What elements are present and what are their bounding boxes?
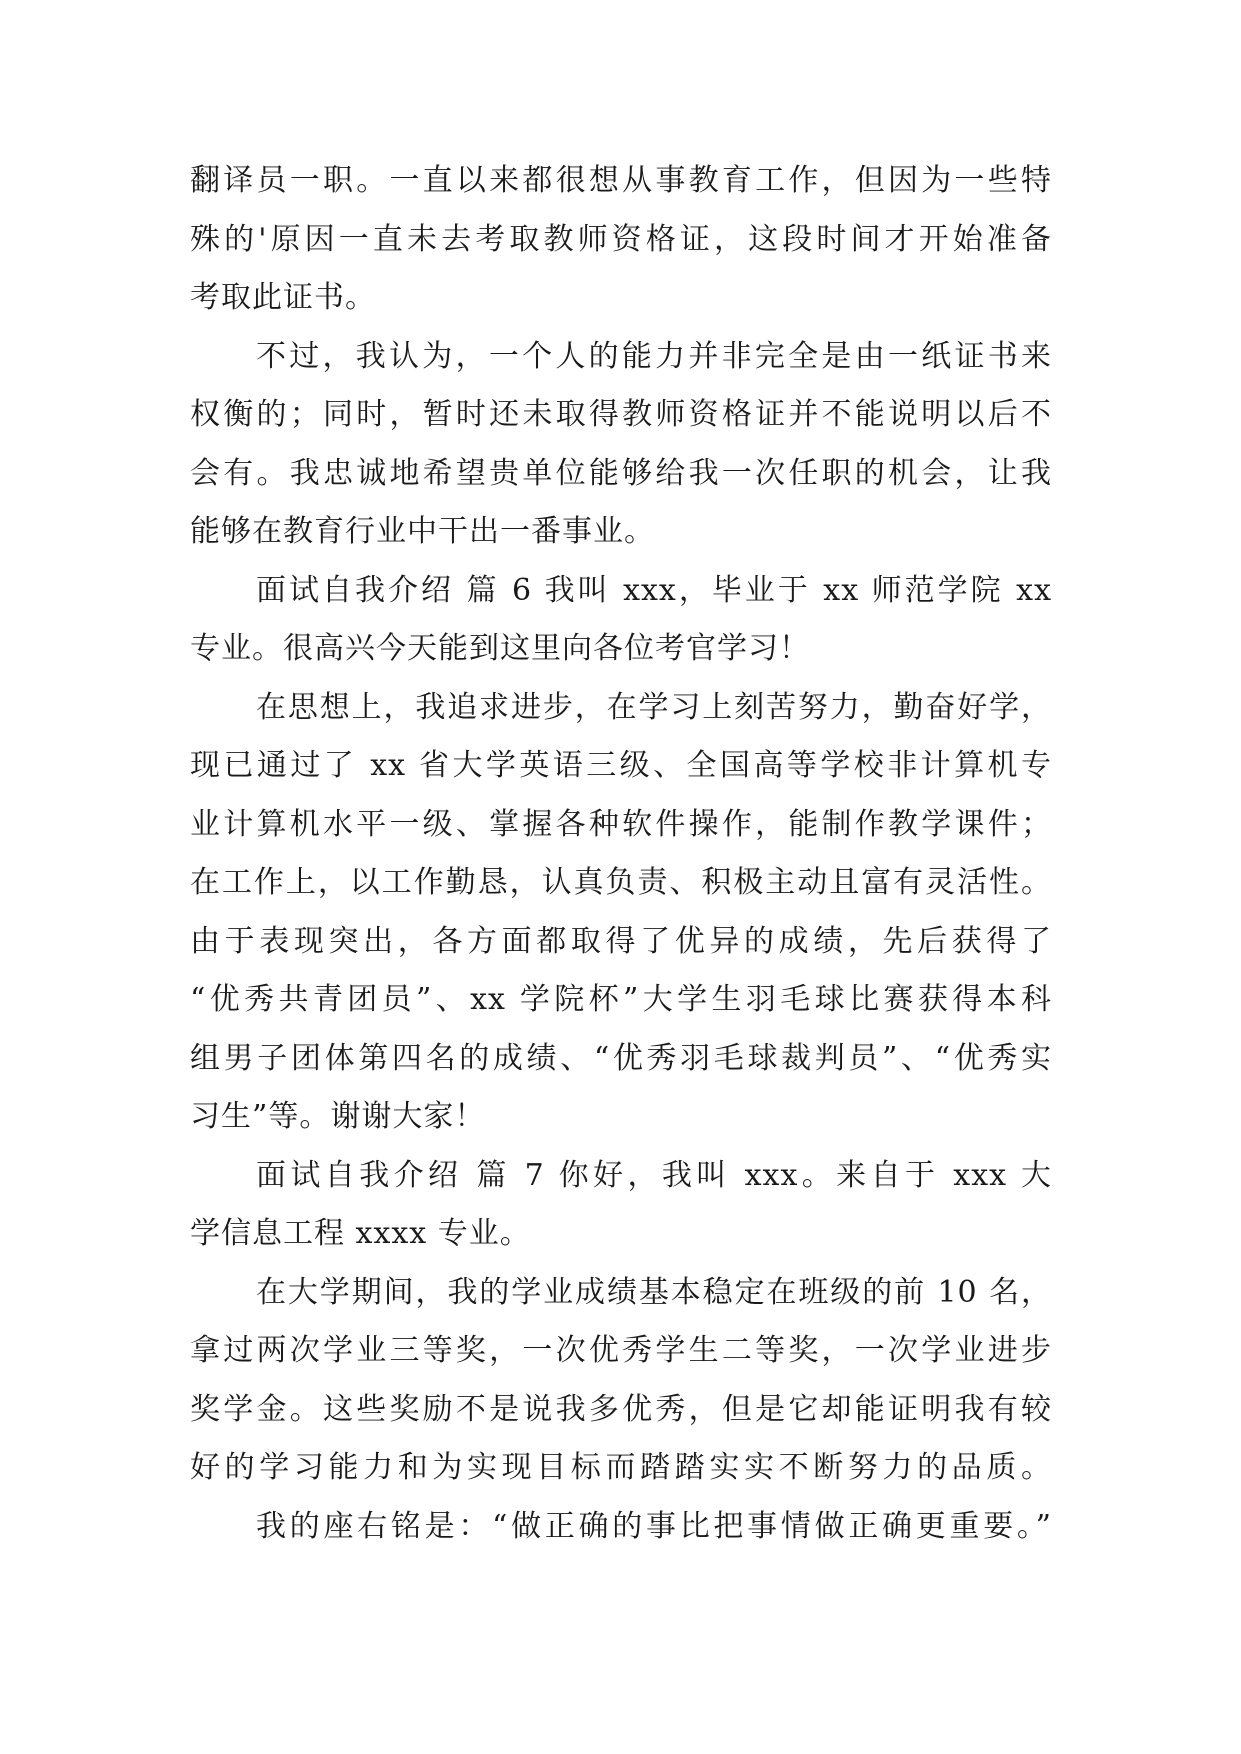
text-line: 权衡的；同时，暂时还未取得教师资格证并不能说明以后不 bbox=[190, 397, 1052, 432]
text-line: 会有。我忠诚地希望贵单位能够给我一次任职的机会，让我 bbox=[190, 455, 1052, 491]
text-line: 不过，我认为，一个人的能力并非完全是由一纸证书来 bbox=[256, 338, 1052, 374]
text-line: 奖学金。这些奖励不是说我多优秀，但是它却能证明我有较 bbox=[190, 1391, 1052, 1427]
document-body bbox=[190, 152, 1052, 1556]
text-line: 习生”等。谢谢大家！ bbox=[190, 1099, 486, 1134]
text-line: 翻译员一职。一直以来都很想从事教育工作，但因为一些特 bbox=[190, 163, 1052, 198]
text-line: 能够在教育行业中干出一番事业。 bbox=[190, 514, 655, 549]
text-line: 在工作上，以工作勤恳，认真负责、积极主动且富有灵活性。 bbox=[190, 865, 1052, 900]
text-line: 考取此证书。 bbox=[190, 280, 376, 315]
text-line: 在大学期间，我的学业成绩基本稳定在班级的前 10 名， bbox=[256, 1274, 1052, 1310]
text-line: 由于表现突出，各方面都取得了优异的成绩，先后获得了 bbox=[190, 923, 1052, 959]
text-line: 现已通过了 xx 省大学英语三级、全国高等学校非计算机专 bbox=[190, 748, 1052, 783]
text-line: 面试自我介绍 篇 6 我叫 xxx，毕业于 xx 师范学院 xx bbox=[256, 572, 1052, 608]
text-line: 组男子团体第四名的成绩、“优秀羽毛球裁判员”、“优秀实 bbox=[190, 1040, 1052, 1076]
text-line: 在思想上，我追求进步，在学习上刻苦努力，勤奋好学， bbox=[256, 689, 1052, 725]
text-line: 好的学习能力和为实现目标而踏踏实实不断努力的品质。 bbox=[190, 1450, 1052, 1485]
text-line: “优秀共青团员”、xx 学院杯”大学生羽毛球比赛获得本科 bbox=[190, 982, 1052, 1017]
text-line: 殊的'原因一直未去考取教师资格证，这段时间才开始准备 bbox=[190, 221, 1052, 257]
text-line: 业计算机水平一级、掌握各种软件操作，能制作教学课件； bbox=[190, 806, 1052, 842]
text-line: 拿过两次学业三等奖，一次优秀学生二等奖，一次学业进步 bbox=[190, 1333, 1052, 1368]
text-line: 学信息工程 xxxx 专业。 bbox=[190, 1216, 531, 1251]
text-line: 专业。很高兴今天能到这里向各位考官学习！ bbox=[190, 631, 810, 666]
text-line: 我的座右铭是：“做正确的事比把事情做正确更重要。” bbox=[256, 1508, 1052, 1544]
text-line: 面试自我介绍 篇 7 你好，我叫 xxx。来自于 xxx 大 bbox=[256, 1157, 1052, 1193]
